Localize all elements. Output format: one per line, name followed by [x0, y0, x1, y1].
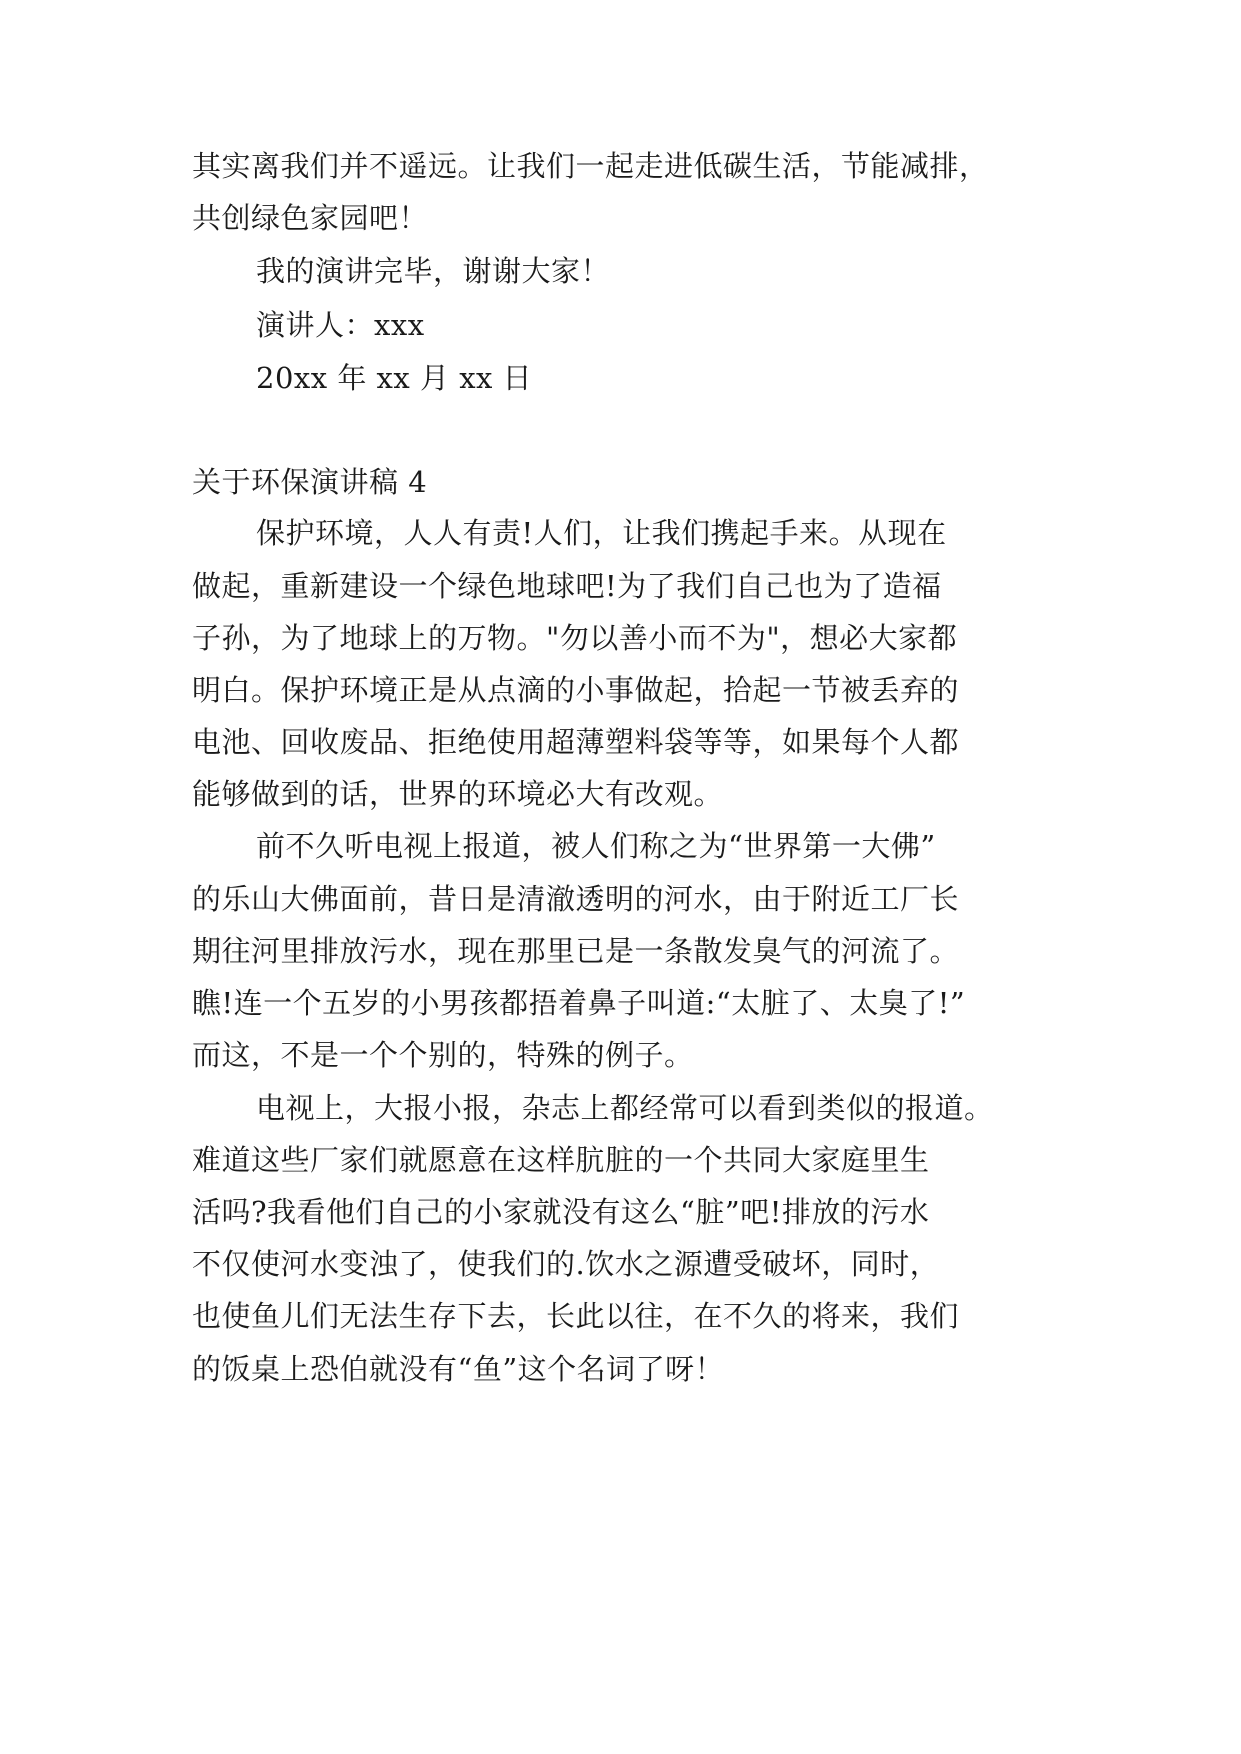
paragraph-line: 不仅使河水变浊了，使我们的.饮水之源遭受破坏，同时， [192, 1247, 940, 1281]
closing-remark: 我的演讲完毕，谢谢大家！ [256, 254, 611, 288]
paragraph-line: 保护环境，人人有责!人们，让我们携起手来。从现在 [256, 516, 947, 550]
paragraph-line: 也使鱼儿们无法生存下去，长此以往，在不久的将来，我们 [192, 1299, 960, 1333]
paragraph-line: 的乐山大佛面前，昔日是清澈透明的河水，由于附近工厂长 [192, 882, 960, 916]
paragraph-line: 明白。保护环境正是从点滴的小事做起，拾起一节被丢弃的 [192, 673, 960, 707]
section-title: 关于环保演讲稿 4 [192, 465, 428, 499]
paragraph-line: 做起，重新建设一个绿色地球吧!为了我们自己也为了造福 [192, 569, 942, 603]
paragraph-line: 能够做到的话，世界的环境必大有改观。 [192, 777, 724, 811]
paragraph-line: 前不久听电视上报道，被人们称之为“世界第一大佛” [256, 829, 936, 863]
paragraph-line: 电视上，大报小报，杂志上都经常可以看到类似的报道。 [256, 1091, 994, 1125]
paragraph-line: 的饭桌上恐伯就没有“鱼”这个名词了呀！ [192, 1352, 725, 1386]
paragraph-line: 共创绿色家园吧！ [192, 201, 429, 235]
paragraph-line: 电池、回收废品、拒绝使用超薄塑料袋等等，如果每个人都 [192, 725, 960, 759]
paragraph-line: 其实离我们并不遥远。让我们一起走进低碳生活，节能减排， [192, 149, 989, 183]
paragraph-line: 而这，不是一个个别的，特殊的例子。 [192, 1038, 694, 1072]
paragraph-line: 子孙，为了地球上的万物。"勿以善小而不为"，想必大家都 [192, 621, 958, 655]
paragraph-line: 期往河里排放污水，现在那里已是一条散发臭气的河流了。 [192, 934, 960, 968]
paragraph-line: 难道这些厂家们就愿意在这样肮脏的一个共同大家庭里生 [192, 1143, 930, 1177]
date-line: 20xx 年 xx 月 xx 日 [256, 361, 533, 395]
paragraph-line: 活吗?我看他们自己的小家就没有这么“脏”吧!排放的污水 [192, 1195, 930, 1229]
speaker-line: 演讲人：xxx [256, 308, 425, 342]
paragraph-line: 瞧!连一个五岁的小男孩都捂着鼻子叫道:“太脏了、太臭了!” [192, 986, 966, 1020]
